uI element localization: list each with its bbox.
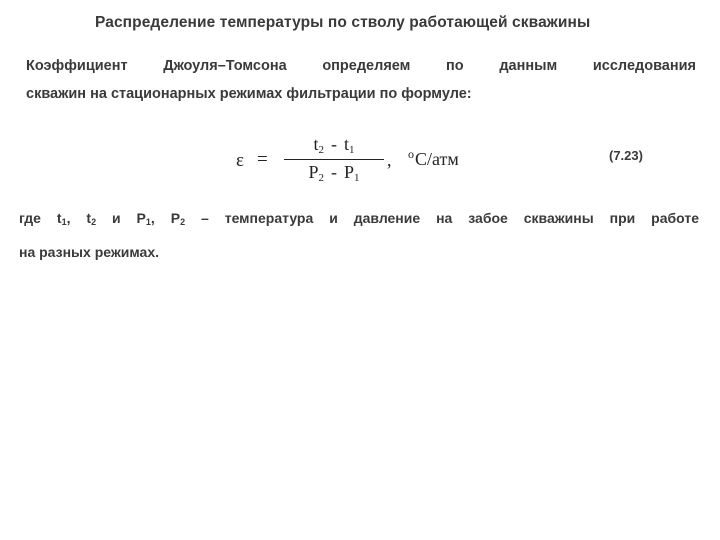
description-word: забое <box>468 210 508 226</box>
formula-p2-sub: 2 <box>318 172 324 184</box>
formula-p2: P <box>308 162 319 182</box>
formula-t2: t <box>313 134 319 154</box>
intro-paragraph <box>26 52 696 108</box>
description-word: – <box>201 210 209 226</box>
formula-denominator <box>284 162 384 184</box>
formula-comma: , <box>387 150 392 170</box>
intro-word: определяем <box>322 58 411 74</box>
intro-word: Джоуля–Томсона <box>163 58 287 74</box>
var-letter: t <box>56 210 62 226</box>
formula-t1-sub: 1 <box>349 144 355 156</box>
equation-number: (7.23) <box>609 148 643 163</box>
var-letter: P <box>136 210 146 226</box>
description-word: работе <box>651 210 699 226</box>
formula-epsilon: ε <box>236 150 244 171</box>
var-sub: 1 <box>145 217 151 227</box>
formula-equals: = <box>257 149 268 170</box>
var-comma: , <box>66 210 71 226</box>
var-letter: t <box>86 210 92 226</box>
formula-t1: t <box>344 134 350 154</box>
formula-t2-sub: 2 <box>318 144 324 156</box>
formula-numerator <box>284 134 384 156</box>
description-paragraph <box>19 203 699 267</box>
description-word: и <box>112 210 121 226</box>
formula-minus: - <box>331 162 337 182</box>
description-word: давление <box>353 210 421 226</box>
intro-word: исследования <box>592 58 696 74</box>
intro-word: данным <box>499 58 558 74</box>
description-var-t1 <box>57 203 71 237</box>
var-sub: 1 <box>61 217 67 227</box>
description-var-p1 <box>137 203 155 237</box>
var-sub: 2 <box>91 217 97 227</box>
description-word: скважины <box>523 210 594 226</box>
description-var-t2 <box>86 203 96 237</box>
description-word: где <box>19 210 41 226</box>
intro-line-2: скважин на стационарных режимах фильтрации по формуле: <box>26 86 472 102</box>
formula-fraction-bar <box>284 159 384 160</box>
formula-p1: P <box>344 162 355 182</box>
description-word: и <box>329 210 338 226</box>
slide-title: Распределение температуры по стволу работающей скважины <box>95 14 591 31</box>
intro-line-1 <box>26 52 696 80</box>
formula-p1-sub: 1 <box>354 172 360 184</box>
formula-units-text: С/атм <box>415 149 459 169</box>
intro-word: по <box>446 58 464 74</box>
description-word: температура <box>224 210 314 226</box>
intro-word: Коэффициент <box>26 58 128 74</box>
var-sub: 2 <box>180 217 186 227</box>
description-word: на <box>436 210 453 226</box>
description-word: при <box>609 210 636 226</box>
formula-degree: o <box>408 147 414 161</box>
formula-units <box>408 147 459 170</box>
description-line-2: на разных режимах. <box>19 244 160 260</box>
description-line-1 <box>19 203 699 237</box>
formula-minus: - <box>331 134 337 154</box>
var-letter: P <box>170 210 181 226</box>
description-var-p2 <box>171 203 185 237</box>
var-comma: , <box>150 210 155 226</box>
